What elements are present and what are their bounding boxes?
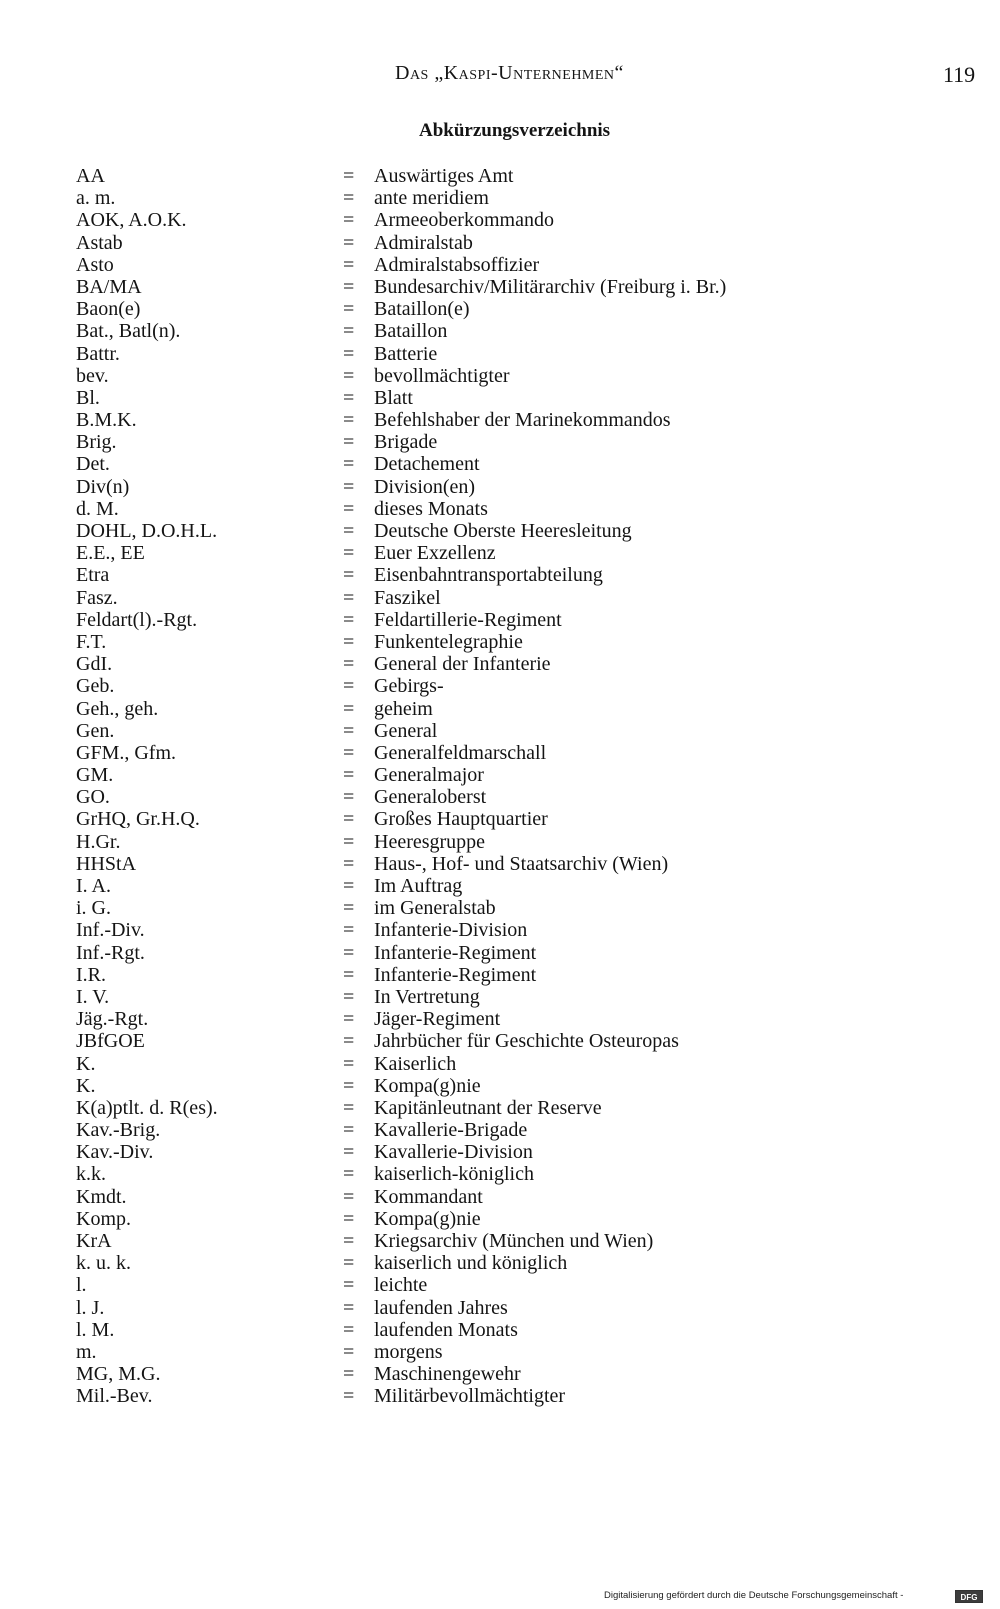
- equals-sign: =: [343, 342, 355, 365]
- equals-sign: =: [343, 1096, 355, 1119]
- abbreviation-row: [0, 831, 1000, 853]
- abbreviation-definition: Blatt: [374, 386, 413, 409]
- abbreviation-definition: General: [374, 719, 438, 742]
- equals-sign: =: [343, 1274, 355, 1297]
- equals-sign: =: [343, 1119, 355, 1142]
- abbreviation-row: [0, 187, 1000, 209]
- abbreviation-row: [0, 609, 1000, 631]
- abbreviation-row: [0, 764, 1000, 786]
- abbreviation-row: [0, 498, 1000, 520]
- running-head-title: Das „Kaspi-Unternehmen“: [395, 62, 624, 84]
- abbreviation-definition: Kaiserlich: [374, 1052, 457, 1075]
- abbreviation-term: i. G.: [76, 897, 111, 920]
- equals-sign: =: [343, 1296, 355, 1319]
- digitization-credit: Digitalisierung gefördert durch die Deutsche Forschungsgemeinschaft -: [604, 1590, 904, 1601]
- abbreviation-term: Bl.: [76, 386, 100, 409]
- equals-sign: =: [343, 409, 355, 432]
- abbreviation-row: [0, 1075, 1000, 1097]
- abbreviation-definition: Jahrbücher für Geschichte Osteuropas: [374, 1030, 679, 1053]
- dfg-logo: DFG: [955, 1590, 983, 1603]
- abbreviation-definition: Deutsche Oberste Heeresleitung: [374, 520, 632, 542]
- equals-sign: =: [343, 1052, 355, 1075]
- equals-sign: =: [343, 1363, 355, 1386]
- equals-sign: =: [343, 786, 355, 809]
- abbreviation-definition: Großes Hauptquartier: [374, 808, 548, 831]
- equals-sign: =: [343, 941, 355, 964]
- abbreviation-row: [0, 720, 1000, 742]
- abbreviation-definition: Gebirgs-: [374, 675, 444, 698]
- abbreviation-row: [0, 897, 1000, 919]
- abbreviation-row: [0, 1297, 1000, 1319]
- abbreviation-row: [0, 742, 1000, 764]
- abbreviation-term: I.R.: [76, 963, 106, 986]
- abbreviation-term: I. V.: [76, 985, 110, 1008]
- abbreviation-term: AA: [76, 165, 105, 187]
- abbreviation-definition: Kompa(g)nie: [374, 1074, 481, 1097]
- equals-sign: =: [343, 897, 355, 920]
- abbreviation-term: Brig.: [76, 431, 117, 454]
- equals-sign: =: [343, 364, 355, 387]
- abbreviation-row: [0, 254, 1000, 276]
- abbreviation-term: H.Gr.: [76, 830, 121, 853]
- abbreviation-row: [0, 476, 1000, 498]
- equals-sign: =: [343, 697, 355, 720]
- page-number: 119: [943, 62, 976, 87]
- abbreviation-definition: Infanterie-Regiment: [374, 941, 537, 964]
- equals-sign: =: [343, 653, 355, 676]
- abbreviation-definition: Befehlshaber der Marinekommandos: [374, 409, 671, 432]
- abbreviation-term: a. m.: [76, 187, 116, 210]
- abbreviation-definition: ante meridiem: [374, 187, 489, 210]
- abbreviation-term: Battr.: [76, 342, 120, 365]
- abbreviation-term: Geh., geh.: [76, 697, 159, 720]
- equals-sign: =: [343, 231, 355, 254]
- abbreviation-row: [0, 232, 1000, 254]
- abbreviation-term: m.: [76, 1340, 97, 1363]
- abbreviation-definition: morgens: [374, 1340, 443, 1363]
- abbreviation-term: I. A.: [76, 875, 111, 897]
- abbreviation-row: [0, 431, 1000, 453]
- equals-sign: =: [343, 320, 355, 343]
- abbreviation-row: [0, 165, 1000, 187]
- equals-sign: =: [343, 963, 355, 986]
- abbreviation-definition: General der Infanterie: [374, 653, 551, 676]
- equals-sign: =: [343, 209, 355, 232]
- abbreviation-row: [0, 1208, 1000, 1230]
- abbreviation-term: GrHQ, Gr.H.Q.: [76, 808, 200, 831]
- equals-sign: =: [343, 187, 355, 210]
- abbreviation-definition: Kavallerie-Brigade: [374, 1119, 528, 1142]
- equals-sign: =: [343, 165, 355, 187]
- abbreviation-term: HHStA: [76, 852, 137, 875]
- abbreviation-row: [0, 1319, 1000, 1341]
- abbreviation-row: [0, 320, 1000, 342]
- abbreviation-definition: bevollmächtigter: [374, 364, 510, 387]
- abbreviation-row: [0, 964, 1000, 986]
- abbreviation-row: [0, 387, 1000, 409]
- abbreviation-row: [0, 919, 1000, 941]
- abbreviation-term: Astab: [76, 231, 123, 254]
- abbreviation-row: [0, 1385, 1000, 1407]
- abbreviation-definition: Generaloberst: [374, 786, 487, 809]
- abbreviation-row: [0, 1053, 1000, 1075]
- abbreviation-definition: Kompa(g)nie: [374, 1207, 481, 1230]
- abbreviation-row: [0, 698, 1000, 720]
- abbreviation-row: [0, 675, 1000, 697]
- abbreviation-term: GFM., Gfm.: [76, 741, 177, 764]
- abbreviation-definition: Kapitänleutnant der Reserve: [374, 1096, 602, 1119]
- abbreviation-definition: leichte: [374, 1274, 428, 1297]
- abbreviation-term: Bat., Batl(n).: [76, 320, 181, 343]
- abbreviation-definition: Brigade: [374, 431, 438, 454]
- abbreviation-term: Div(n): [76, 475, 130, 498]
- equals-sign: =: [343, 919, 355, 942]
- abbreviation-definition: Kavallerie-Division: [374, 1141, 533, 1164]
- abbreviation-term: E.E., EE: [76, 542, 145, 565]
- abbreviation-definition: Maschinengewehr: [374, 1363, 521, 1386]
- abbreviation-row: [0, 1252, 1000, 1274]
- abbreviation-definition: Heeresgruppe: [374, 830, 486, 853]
- abbreviation-row: [0, 942, 1000, 964]
- abbreviation-definition: Infanterie-Regiment: [374, 963, 537, 986]
- abbreviation-term: Gen.: [76, 719, 115, 742]
- abbreviation-definition: Bundesarchiv/Militärarchiv (Freiburg i. Br.): [374, 275, 727, 298]
- abbreviation-row: [0, 1341, 1000, 1363]
- equals-sign: =: [343, 1340, 355, 1363]
- equals-sign: =: [343, 875, 355, 897]
- abbreviation-row: [0, 986, 1000, 1008]
- abbreviation-term: Mil.-Bev.: [76, 1385, 153, 1408]
- equals-sign: =: [343, 808, 355, 831]
- abbreviation-term: Inf.-Rgt.: [76, 941, 145, 964]
- abbreviation-term: KrA: [76, 1230, 112, 1252]
- abbreviation-term: Kmdt.: [76, 1185, 127, 1208]
- equals-sign: =: [343, 1008, 355, 1031]
- abbreviation-row: [0, 343, 1000, 365]
- abbreviation-term: Komp.: [76, 1207, 131, 1230]
- equals-sign: =: [343, 1230, 355, 1252]
- abbreviation-row: [0, 587, 1000, 609]
- abbreviation-definition: Haus-, Hof- und Staatsarchiv (Wien): [374, 852, 669, 875]
- abbreviation-definition: In Vertretung: [374, 985, 480, 1008]
- abbreviation-term: K.: [76, 1074, 96, 1097]
- equals-sign: =: [343, 1252, 355, 1275]
- equals-sign: =: [343, 1163, 355, 1186]
- abbreviation-definition: Im Auftrag: [374, 875, 463, 897]
- abbreviation-definition: Bataillon: [374, 320, 448, 343]
- abbreviation-definition: Division(en): [374, 475, 476, 498]
- abbreviation-definition: Infanterie-Division: [374, 919, 528, 942]
- abbreviation-term: JBfGOE: [76, 1030, 145, 1053]
- equals-sign: =: [343, 1074, 355, 1097]
- equals-sign: =: [343, 630, 355, 653]
- equals-sign: =: [343, 497, 355, 520]
- abbreviation-term: k. u. k.: [76, 1252, 131, 1275]
- equals-sign: =: [343, 1207, 355, 1230]
- abbreviation-row: [0, 631, 1000, 653]
- abbreviation-row: [0, 276, 1000, 298]
- abbreviation-term: BA/MA: [76, 275, 142, 298]
- abbreviation-definition: Generalmajor: [374, 764, 484, 787]
- equals-sign: =: [343, 298, 355, 321]
- abbreviation-row: [0, 1163, 1000, 1185]
- abbreviation-definition: kaiserlich-königlich: [374, 1163, 534, 1186]
- abbreviation-row: [0, 1097, 1000, 1119]
- abbreviation-definition: Funkentelegraphie: [374, 630, 523, 653]
- equals-sign: =: [343, 719, 355, 742]
- abbreviation-definition: Eisenbahntransportabteilung: [374, 564, 603, 587]
- equals-sign: =: [343, 675, 355, 698]
- abbreviation-definition: Militärbevollmächtigter: [374, 1385, 566, 1408]
- equals-sign: =: [343, 1385, 355, 1408]
- abbreviation-term: Jäg.-Rgt.: [76, 1008, 149, 1031]
- equals-sign: =: [343, 542, 355, 565]
- abbreviation-term: Inf.-Div.: [76, 919, 145, 942]
- equals-sign: =: [343, 386, 355, 409]
- abbreviation-term: l. M.: [76, 1318, 115, 1341]
- abbreviation-term: MG, M.G.: [76, 1363, 161, 1386]
- equals-sign: =: [343, 253, 355, 276]
- equals-sign: =: [343, 985, 355, 1008]
- abbreviation-term: l.: [76, 1274, 87, 1297]
- equals-sign: =: [343, 1185, 355, 1208]
- equals-sign: =: [343, 453, 355, 476]
- abbreviation-definition: laufenden Monats: [374, 1318, 518, 1341]
- abbreviation-definition: dieses Monats: [374, 497, 488, 520]
- abbreviation-row: [0, 542, 1000, 564]
- abbreviation-row: [0, 853, 1000, 875]
- abbreviation-term: Feldart(l).-Rgt.: [76, 608, 198, 631]
- abbreviation-term: d. M.: [76, 497, 119, 520]
- equals-sign: =: [343, 431, 355, 454]
- abbreviation-row: [0, 875, 1000, 897]
- abbreviation-row: [0, 209, 1000, 231]
- equals-sign: =: [343, 275, 355, 298]
- abbreviation-term: Etra: [76, 564, 110, 587]
- abbreviation-term: B.M.K.: [76, 409, 137, 432]
- abbreviation-definition: laufenden Jahres: [374, 1296, 508, 1319]
- abbreviation-row: [0, 653, 1000, 675]
- abbreviation-term: K.: [76, 1052, 96, 1075]
- abbreviation-row: [0, 1141, 1000, 1163]
- abbreviation-definition: Kriegsarchiv (München und Wien): [374, 1230, 654, 1252]
- abbreviation-definition: Bataillon(e): [374, 298, 470, 321]
- abbreviation-row: [0, 808, 1000, 830]
- abbreviation-row: [0, 520, 1000, 542]
- abbreviation-definition: Kommandant: [374, 1185, 483, 1208]
- abbreviation-term: l. J.: [76, 1296, 105, 1319]
- equals-sign: =: [343, 764, 355, 787]
- abbreviation-definition: Feldartillerie-Regiment: [374, 608, 562, 631]
- abbreviation-term: Det.: [76, 453, 110, 476]
- abbreviation-row: [0, 409, 1000, 431]
- abbreviation-term: Kav.-Brig.: [76, 1119, 161, 1142]
- abbreviation-row: [0, 1008, 1000, 1030]
- abbreviation-term: GdI.: [76, 653, 113, 676]
- abbreviation-definition: Batterie: [374, 342, 438, 365]
- abbreviation-term: F.T.: [76, 630, 107, 653]
- abbreviation-term: AOK, A.O.K.: [76, 209, 187, 232]
- equals-sign: =: [343, 1141, 355, 1164]
- abbreviation-definition: Generalfeldmarschall: [374, 741, 547, 764]
- abbreviation-term: Kav.-Div.: [76, 1141, 154, 1164]
- abbreviation-row: [0, 298, 1000, 320]
- abbreviation-term: k.k.: [76, 1163, 106, 1186]
- abbreviation-term: Asto: [76, 253, 114, 276]
- abbreviation-definition: Auswärtiges Amt: [374, 165, 514, 187]
- abbreviation-definition: Euer Exzellenz: [374, 542, 496, 565]
- equals-sign: =: [343, 608, 355, 631]
- equals-sign: =: [343, 586, 355, 609]
- abbreviation-term: Fasz.: [76, 586, 118, 609]
- abbreviation-row: [0, 786, 1000, 808]
- abbreviation-row: [0, 453, 1000, 475]
- abbreviation-term: Baon(e): [76, 298, 141, 321]
- abbreviation-term: GO.: [76, 786, 110, 809]
- abbreviation-definition: kaiserlich und königlich: [374, 1252, 568, 1275]
- abbreviation-term: Geb.: [76, 675, 115, 698]
- equals-sign: =: [343, 741, 355, 764]
- abbreviation-term: GM.: [76, 764, 114, 787]
- abbreviation-definition: geheim: [374, 697, 433, 720]
- equals-sign: =: [343, 1030, 355, 1053]
- abbreviation-definition: Admiralstab: [374, 231, 473, 254]
- abbreviation-definition: Armeeoberkommando: [374, 209, 554, 232]
- abbreviation-definition: im Generalstab: [374, 897, 496, 920]
- abbreviation-term: DOHL, D.O.H.L.: [76, 520, 218, 542]
- equals-sign: =: [343, 475, 355, 498]
- equals-sign: =: [343, 564, 355, 587]
- abbreviation-term: bev.: [76, 364, 109, 387]
- equals-sign: =: [343, 852, 355, 875]
- abbreviation-row: [0, 564, 1000, 586]
- abbreviation-definition: Detachement: [374, 453, 480, 476]
- abbreviation-row: [0, 1274, 1000, 1296]
- abbreviation-term: K(a)ptlt. d. R(es).: [76, 1096, 218, 1119]
- equals-sign: =: [343, 520, 355, 542]
- abbreviation-row: [0, 365, 1000, 387]
- section-title: Abkürzungsverzeichnis: [419, 120, 611, 141]
- abbreviation-definition: Jäger-Regiment: [374, 1008, 501, 1031]
- equals-sign: =: [343, 830, 355, 853]
- abbreviation-row: [0, 1230, 1000, 1252]
- abbreviation-row: [0, 1363, 1000, 1385]
- abbreviation-row: [0, 1119, 1000, 1141]
- abbreviation-definition: Faszikel: [374, 586, 441, 609]
- abbreviation-list: [0, 165, 1000, 1408]
- abbreviation-row: [0, 1030, 1000, 1052]
- abbreviation-row: [0, 1186, 1000, 1208]
- abbreviation-definition: Admiralstabsoffizier: [374, 253, 540, 276]
- equals-sign: =: [343, 1318, 355, 1341]
